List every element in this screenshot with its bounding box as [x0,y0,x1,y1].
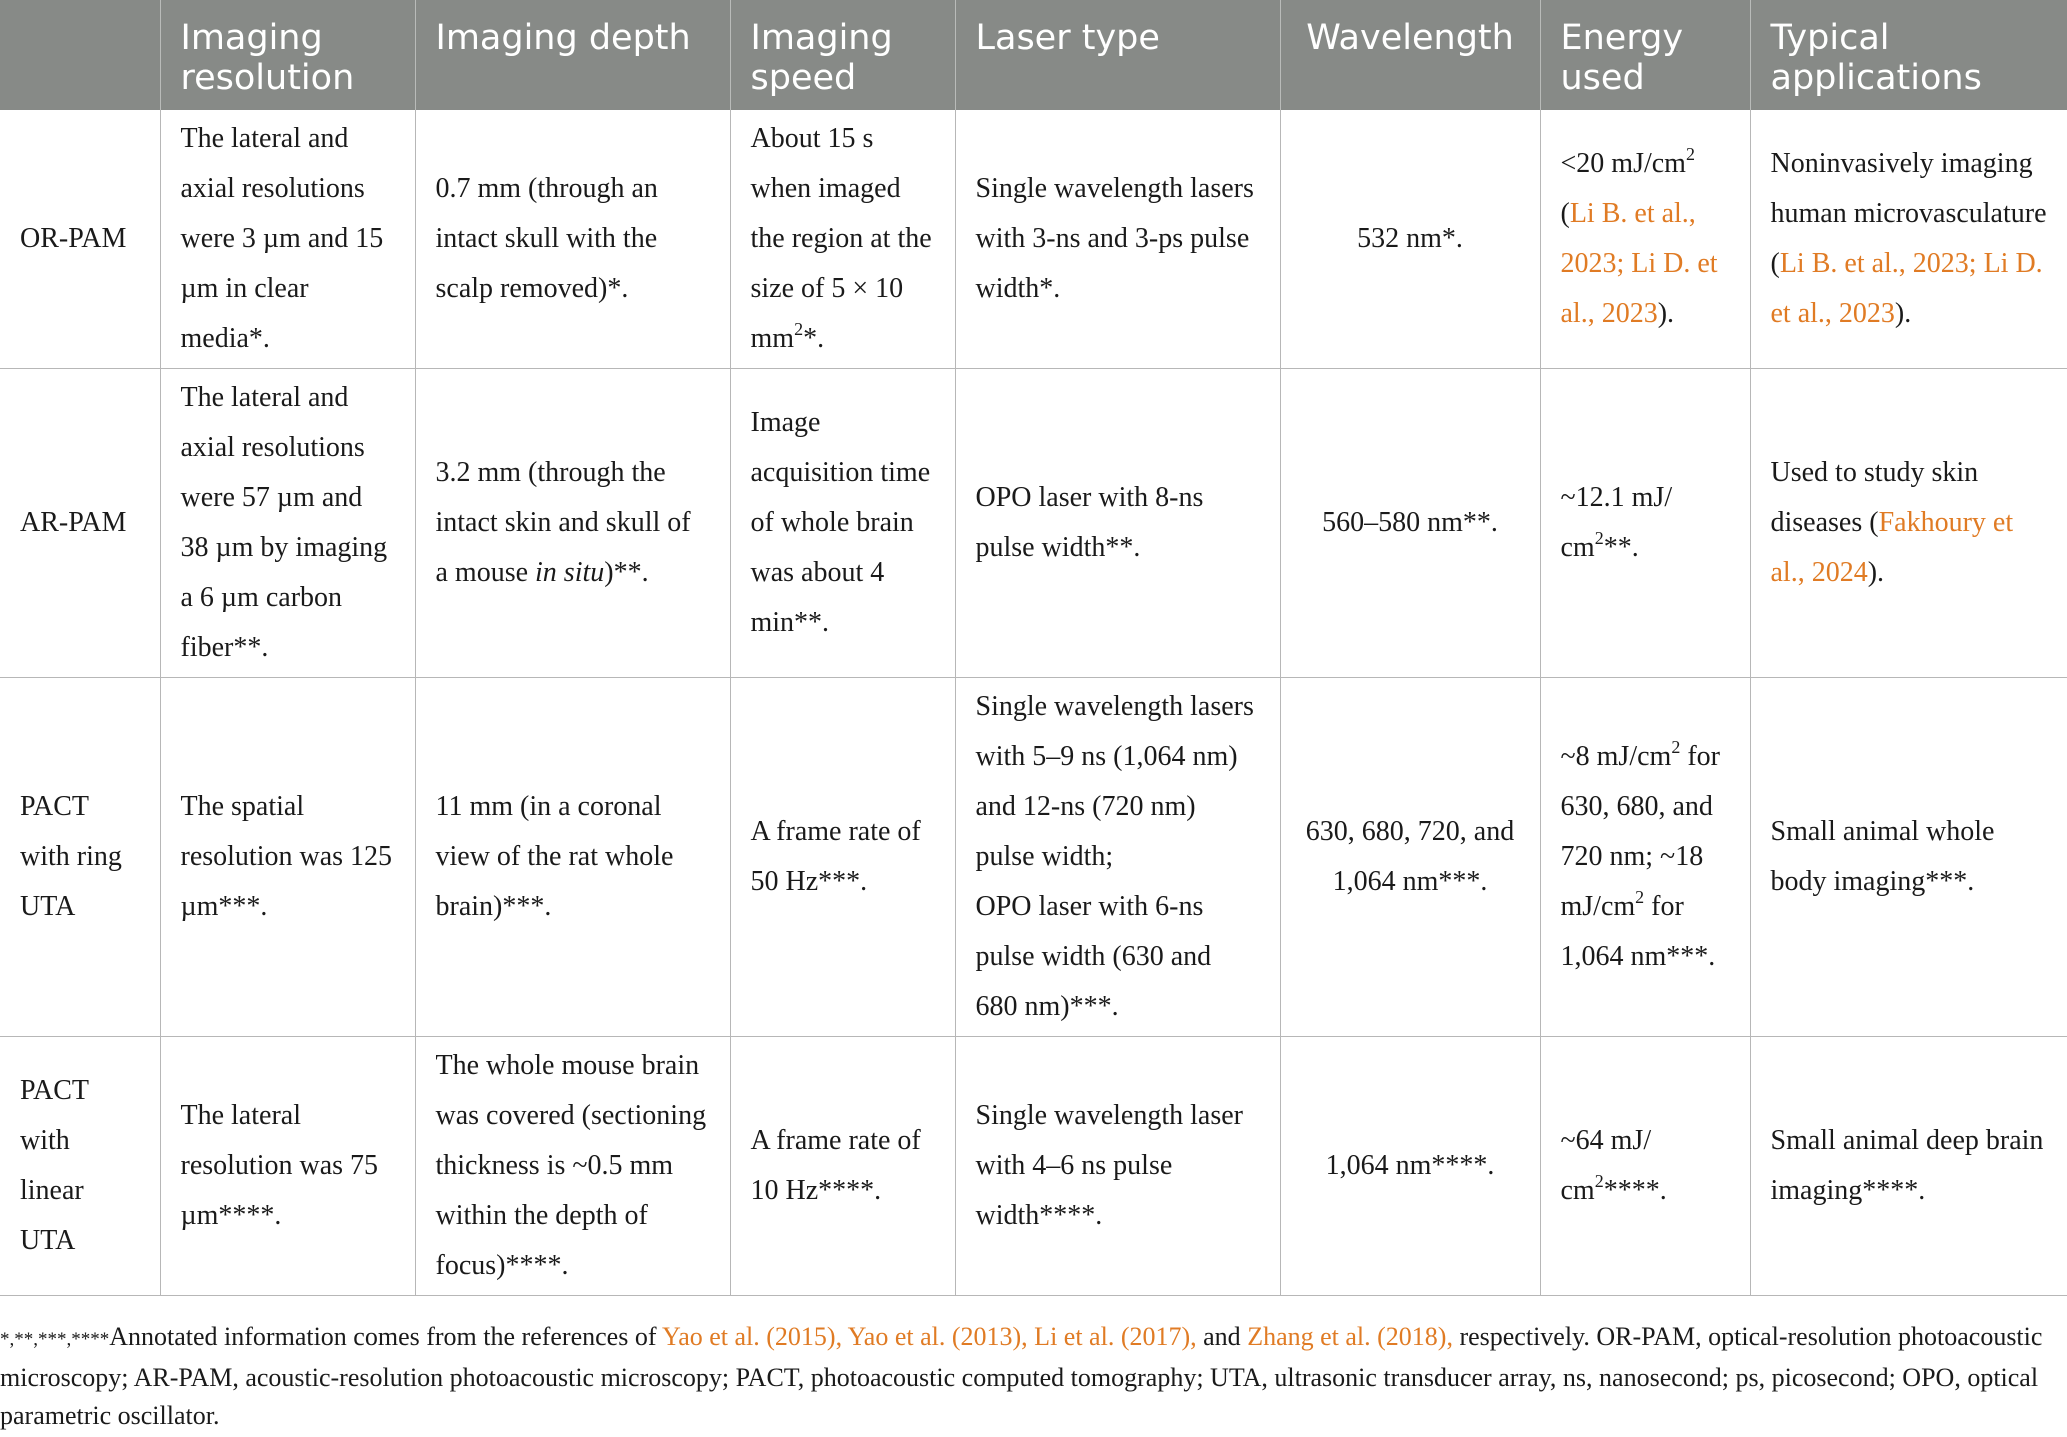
energy-text: <20 mJ/cm [1560,148,1686,179]
superscript: 2 [1671,737,1681,757]
row-label: OR-PAM [0,110,160,369]
header-energy-used: Energy used [1540,0,1750,110]
reference-link[interactable]: Fakhoury et al., 2024 [1770,507,2014,588]
cell-wavelength: 1,064 nm****. [1280,1037,1540,1296]
cell-resolution: The lateral resolution was 75 µm****. [160,1037,415,1296]
cell-wavelength: 560–580 nm**. [1280,369,1540,678]
speed-suffix: *. [803,323,825,354]
energy-text: for 1,064 nm***. [1560,891,1716,972]
table-row [0,1037,2067,1296]
cell-speed: A frame rate of 10 Hz****. [730,1037,955,1296]
laser-line: Single wavelength lasers with 5–9 ns (1,064 nm) and 12-ns (720 nm) pulse width; [975,691,1254,872]
row-label: PACT with ring UTA [0,678,160,1037]
energy-suffix: ****. [1603,1175,1667,1206]
cell-depth [415,369,730,678]
header-imaging-speed: Imaging speed [730,0,955,110]
cell-wavelength: 630, 680, 720, and 1,064 nm***. [1280,678,1540,1037]
app-close: ). [1894,298,1912,329]
table-row [0,369,2067,678]
footnote-text: Annotated information comes from the references of [109,1322,663,1351]
reference-link[interactable]: Zhang et al. (2018), [1247,1322,1453,1351]
cell-energy [1540,678,1750,1037]
footnote-marks: *,**,***,**** [0,1329,110,1350]
cell-energy [1540,110,1750,369]
cell-laser: Single wavelength laser with 4–6 ns pulse width****. [955,1037,1280,1296]
footnote-text: and [1196,1322,1248,1351]
table-row [0,110,2067,369]
row-label: AR-PAM [0,369,160,678]
cell-application: Small animal whole body imaging***. [1750,678,2067,1037]
cell-energy [1540,369,1750,678]
header-blank [0,0,160,110]
cell-application [1750,110,2067,369]
cell-depth: 0.7 mm (through an intact skull with the scalp removed)*. [415,110,730,369]
header-laser-type: Laser type [955,0,1280,110]
energy-text: for 630, 680, and 720 nm; ~18 mJ/cm [1560,741,1720,922]
speed-text: About 15 s when imaged the region at the size of 5 × 10 mm [750,123,932,354]
energy-text: ~12.1 mJ/ cm [1560,482,1673,563]
superscript: 2 [1594,1171,1604,1191]
depth-suffix: )**. [604,557,649,588]
cell-resolution: The spatial resolution was 125 µm***. [160,678,415,1037]
cell-depth: 11 mm (in a coronal view of the rat whole brain)***. [415,678,730,1037]
cell-speed [730,110,955,369]
cell-laser [955,678,1280,1037]
energy-text: ~8 mJ/cm [1560,741,1672,772]
cell-speed: Image acquisition time of whole brain was about 4 min**. [730,369,955,678]
cell-resolution: The lateral and axial resolutions were 57 µm and 38 µm by imaging a 6 µm carbon fiber**. [160,369,415,678]
header-wavelength: Wavelength [1280,0,1540,110]
footnote-text: respectively. OR-PAM, optical-resolution photoacoustic microscopy; AR-PAM, acoustic-resolution photoacoustic microscopy; PACT, photoacoustic computed tomography; UTA, ultrasonic transducer array, ns, nanosecond; ps, picosecond; OPO, optical parametric oscillator. [0,1322,2043,1430]
cell-energy [1540,1037,1750,1296]
superscript: 2 [794,319,804,339]
cell-depth: The whole mouse brain was covered (sectioning thickness is ~0.5 mm within the depth of focus)****. [415,1037,730,1296]
depth-text: 3.2 mm (through the intact skin and skull of a mouse [435,457,691,588]
depth-italic: in situ [535,557,605,588]
reference-link[interactable]: Li B. et al., 2023; Li D. et al., 2023 [1770,248,2043,329]
header-imaging-resolution: Imaging resolution [160,0,415,110]
cell-application: Small animal deep brain imaging****. [1750,1037,2067,1296]
cell-laser: OPO laser with 8-ns pulse width**. [955,369,1280,678]
superscript: 2 [1594,528,1604,548]
energy-suffix: **. [1603,532,1639,563]
app-text: Used to study skin diseases ( [1770,457,1979,538]
cell-resolution: The lateral and axial resolutions were 3 µm and 15 µm in clear media*. [160,110,415,369]
cell-speed: A frame rate of 50 Hz***. [730,678,955,1037]
superscript: 2 [1685,144,1695,164]
cell-laser: Single wavelength lasers with 3-ns and 3-ps pulse width*. [955,110,1280,369]
table-footnote [0,1318,2050,1435]
energy-open: ( [1560,198,1570,229]
header-row [0,0,2067,110]
energy-close: ). [1657,298,1675,329]
energy-text: ~64 mJ/ cm [1560,1125,1652,1206]
header-typical-applications: Typical applications [1750,0,2067,110]
reference-link[interactable]: Yao et al. (2015), Yao et al. (2013), Li et al. (2017), [662,1322,1197,1351]
header-imaging-depth: Imaging depth [415,0,730,110]
app-close: ). [1867,557,1885,588]
table-row [0,678,2067,1037]
laser-line: OPO laser with 6-ns pulse width (630 and 680 nm)***. [975,891,1212,1022]
row-label: PACT with linear UTA [0,1037,160,1296]
cell-wavelength: 532 nm*. [1280,110,1540,369]
reference-link[interactable]: Li B. et al., 2023; Li D. et al., 2023 [1560,198,1718,329]
app-text: Noninvasively imaging human microvasculature ( [1770,148,2047,279]
cell-application [1750,369,2067,678]
superscript: 2 [1635,887,1645,907]
